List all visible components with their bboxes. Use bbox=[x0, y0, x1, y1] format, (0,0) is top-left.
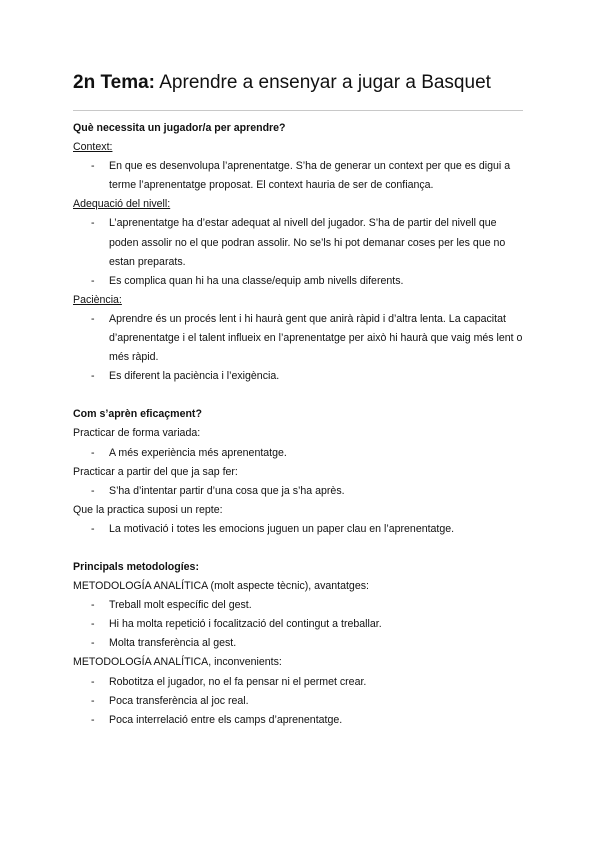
section-spacer bbox=[73, 386, 525, 405]
document-body bbox=[73, 119, 525, 730]
list-item: - En que es desenvolupa l’aprenentatge. S’ha de generar un context per que es digui a terme l’aprenentatge proposat. El context hauria de ser de confiança. bbox=[73, 157, 525, 195]
subheading-prior-knowledge: Practicar a partir del que ja sap fer: bbox=[73, 465, 238, 478]
challenge-list bbox=[73, 520, 525, 539]
section-heading-effective-learning: Com s’aprèn eficaçment? bbox=[73, 408, 202, 421]
list-item: - Poca interrelació entre els camps d’aprenentatge. bbox=[73, 711, 525, 730]
advantages-list bbox=[73, 596, 525, 653]
list-item: - A més experiència més aprenentatge. bbox=[73, 444, 525, 463]
section-spacer bbox=[73, 539, 525, 558]
list-item: - S’ha d’intentar partir d’una cosa que ja s’ha après. bbox=[73, 482, 525, 501]
page-title bbox=[73, 70, 491, 96]
list-item: - Robotitza el jugador, no el fa pensar ni el permet crear. bbox=[73, 673, 525, 692]
title-divider bbox=[73, 110, 523, 111]
subheading-level-adequacy: Adequació del nivell: bbox=[73, 198, 171, 211]
list-item: - Es complica quan hi ha una classe/equip amb nivells diferents. bbox=[73, 272, 525, 291]
section-heading-methodologies: Principals metodologíes: bbox=[73, 560, 199, 573]
level-adequacy-list bbox=[73, 214, 525, 290]
list-item: - Es diferent la paciència i l’exigència. bbox=[73, 367, 525, 386]
list-item: - Molta transferència al gest. bbox=[73, 634, 525, 653]
list-item: - L’aprenentatge ha d’estar adequat al nivell del jugador. S’ha de partir del nivell que poden assolir no el que podran assolir. No se’ls hi pot demanar coses per les que no estan preparats. bbox=[73, 214, 525, 271]
title-prefix: 2n Tema: bbox=[73, 72, 156, 93]
subheading-challenge: Que la practica suposi un repte: bbox=[73, 503, 223, 516]
context-list bbox=[73, 157, 525, 195]
drawbacks-list bbox=[73, 673, 525, 730]
section-heading-learning-needs: Què necessita un jugador/a per aprendre? bbox=[73, 122, 286, 134]
list-item: - Aprendre és un procés lent i hi haurà gent que anirà ràpid i d’altra lenta. La capacitat d’aprenentatge i el talent influeix en l’aprenentatge per això hi haurà que vaig més lent o més ràpid. bbox=[73, 310, 525, 367]
title-text: Aprendre a ensenyar a jugar a Basquet bbox=[155, 72, 491, 93]
list-item: - Hi ha molta repetició i focalització del contingut a treballar. bbox=[73, 615, 525, 634]
subheading-context: Context: bbox=[73, 141, 113, 154]
subheading-patience: Paciència: bbox=[73, 293, 122, 306]
patience-list bbox=[73, 310, 525, 386]
list-item: - La motivació i totes les emocions juguen un paper clau en l’aprenentatge. bbox=[73, 520, 525, 539]
list-item: - Treball molt específic del gest. bbox=[73, 596, 525, 615]
subheading-analytic-drawbacks: METODOLOGÍA ANALÍTICA, inconvenients: bbox=[73, 656, 282, 669]
subheading-varied-practice: Practicar de forma variada: bbox=[73, 427, 201, 440]
prior-knowledge-list bbox=[73, 482, 525, 501]
varied-practice-list bbox=[73, 444, 525, 463]
subheading-analytic-advantages: METODOLOGÍA ANALÍTICA (molt aspecte tècnic), avantatges: bbox=[73, 580, 369, 593]
list-item: - Poca transferència al joc real. bbox=[73, 692, 525, 711]
